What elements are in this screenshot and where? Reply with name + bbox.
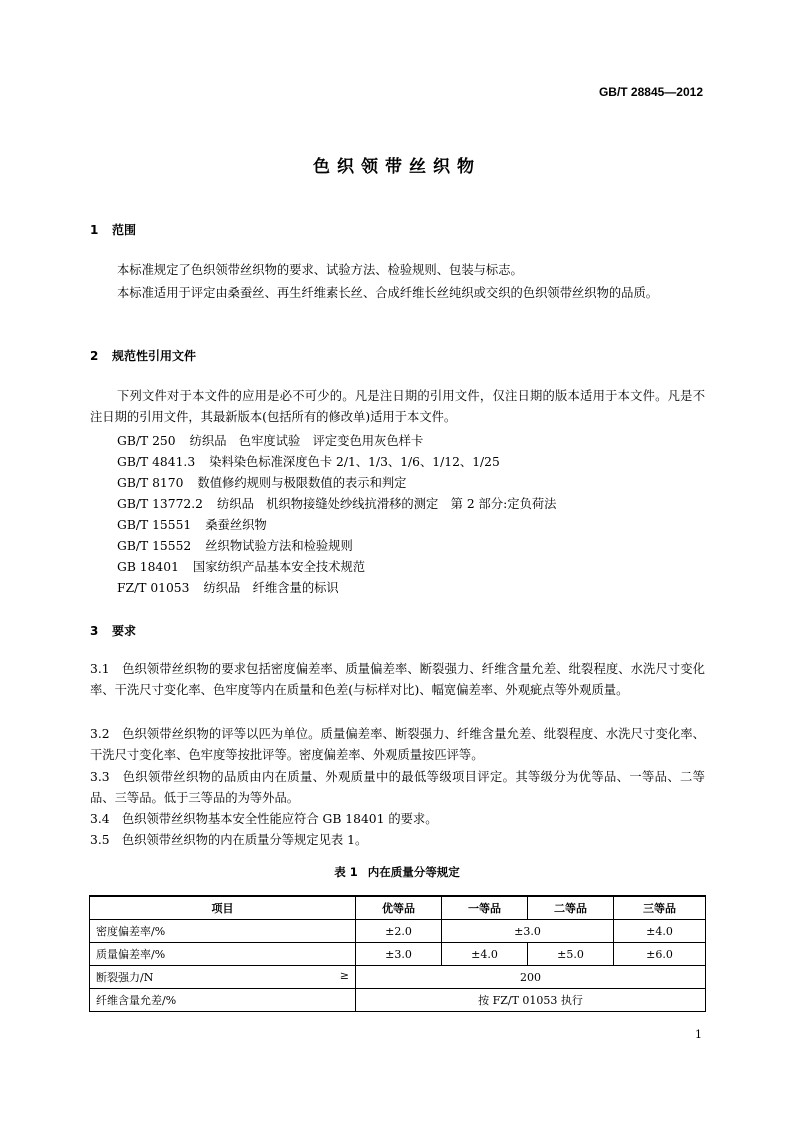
reference-code: GB/T 15551	[117, 518, 192, 532]
reference-title: 纺织品 色牢度试验 评定变色用灰色样卡	[189, 434, 424, 448]
reference-title: 国家纺织产品基本安全技术规范	[192, 560, 366, 574]
header-item: 项目	[90, 896, 356, 920]
reference-code: FZ/T 01053	[117, 581, 190, 595]
standard-number: GB/T 28845—2012	[598, 85, 703, 99]
reference-code: GB/T 8170	[117, 476, 184, 490]
reference-code: GB/T 250	[117, 434, 176, 448]
header-second-grade: 二等品	[528, 896, 614, 920]
section-heading-requirements	[90, 622, 136, 639]
document-title: 色织领带丝织物	[313, 157, 481, 177]
table-row	[90, 943, 706, 966]
reference-item	[117, 557, 365, 575]
reference-title: 数值修约规则与极限数值的表示和判定	[197, 476, 407, 490]
table-row	[90, 920, 706, 943]
reference-title: 纺织品 机织物接缝处纱线抗滑移的测定 第 2 部分:定负荷法	[216, 497, 557, 511]
table-row	[90, 989, 706, 1012]
cell-value: ±3.0	[356, 943, 442, 966]
clause-text: 色织领带丝织物的品质由内在质量、外观质量中的最低等级项目评定。其等级分为优等品、一等品、二等品、三等品。低于三等品的为等外品。	[90, 770, 705, 805]
reference-code: GB/T 13772.2	[117, 497, 203, 511]
clause-text: 色织领带丝织物的要求包括密度偏差率、质量偏差率、断裂强力、纤维含量允差、纰裂程度、水洗尺寸变化率、干洗尺寸变化率、色牢度等内在质量和色差(与标样对比)、幅宽偏差率、外观疵点等外观质量。	[90, 662, 705, 697]
clause-3-1	[90, 659, 705, 701]
clause-text: 色织领带丝织物基本安全性能应符合 GB 18401 的要求。	[121, 812, 438, 826]
table-header-row	[90, 896, 706, 920]
table-caption-title: 内在质量分等规定	[367, 865, 460, 879]
reference-code: GB/T 4841.3	[117, 455, 196, 469]
row-label-text: 断裂强力/N	[96, 971, 154, 984]
clause-3-3	[90, 767, 705, 809]
clause-number: 3.3	[90, 770, 110, 784]
cell-value: 200	[356, 966, 706, 989]
header-first-grade: 一等品	[442, 896, 528, 920]
clause-number: 3.5	[90, 833, 110, 847]
section-number: 3	[90, 624, 99, 638]
row-label	[90, 966, 356, 989]
clause-text: 色织领带丝织物的评等以匹为单位。质量偏差率、断裂强力、纤维含量允差、纰裂程度、水洗尺寸变化率、干洗尺寸变化率、色牢度等按批评等。密度偏差率、外观质量按匹评等。	[90, 727, 705, 762]
reference-code: GB/T 15552	[117, 539, 192, 553]
reference-item	[117, 494, 556, 512]
clause-number: 3.2	[90, 727, 110, 741]
scope-paragraph-2: 本标准适用于评定由桑蚕丝、再生纤维素长丝、合成纤维长丝纯织或交织的色织领带丝织物的品质。	[117, 286, 659, 300]
scope-paragraph-1: 本标准规定了色织领带丝织物的要求、试验方法、检验规则、包装与标志。	[117, 263, 523, 277]
page-number: 1	[695, 1028, 702, 1041]
reference-item	[117, 578, 339, 596]
reference-item	[117, 452, 500, 470]
table-row	[90, 966, 706, 989]
clause-3-5	[90, 830, 705, 851]
reference-title: 桑蚕丝织物	[205, 518, 267, 532]
row-label: 纤维含量允差/%	[90, 989, 356, 1012]
cell-value: ±6.0	[614, 943, 706, 966]
section-title: 规范性引用文件	[112, 349, 197, 363]
header-superior: 优等品	[356, 896, 442, 920]
clause-3-4	[90, 809, 705, 830]
row-label: 密度偏差率/%	[90, 920, 356, 943]
reference-title: 染料染色标准深度色卡 2/1、1/3、1/6、1/12、1/25	[209, 455, 500, 469]
comparison-symbol: ≥	[339, 969, 349, 982]
cell-value: ±3.0	[442, 920, 614, 943]
reference-item	[117, 515, 267, 533]
reference-item	[117, 473, 406, 491]
reference-title: 丝织物试验方法和检验规则	[205, 539, 353, 553]
reference-item	[117, 536, 353, 554]
cell-value: ±4.0	[614, 920, 706, 943]
cell-value: ±4.0	[442, 943, 528, 966]
header-third-grade: 三等品	[614, 896, 706, 920]
quality-grade-table	[89, 895, 706, 1012]
clause-3-2	[90, 724, 705, 766]
section-number: 2	[90, 349, 99, 363]
table-caption	[0, 864, 794, 880]
section-title: 要求	[112, 624, 137, 638]
clause-number: 3.4	[90, 812, 110, 826]
reference-item	[117, 431, 423, 449]
cell-value: 按 FZ/T 01053 执行	[356, 989, 706, 1012]
section-heading-scope	[90, 221, 136, 238]
cell-value: ±2.0	[356, 920, 442, 943]
section-title: 范围	[112, 223, 137, 237]
references-intro: 下列文件对于本文件的应用是必不可少的。凡是注日期的引用文件，仅注日期的版本适用于本文件。凡是不注日期的引用文件，其最新版本(包括所有的修改单)适用于本文件。	[90, 389, 705, 424]
reference-code: GB 18401	[117, 560, 179, 574]
clause-text: 色织领带丝织物的内在质量分等规定见表 1。	[121, 833, 368, 847]
reference-title: 纺织品 纤维含量的标识	[203, 581, 339, 595]
section-heading-references	[90, 347, 196, 364]
clause-number: 3.1	[90, 662, 110, 676]
table-caption-number: 表 1	[334, 865, 358, 879]
cell-value: ±5.0	[528, 943, 614, 966]
row-label: 质量偏差率/%	[90, 943, 356, 966]
section-number: 1	[90, 223, 99, 237]
